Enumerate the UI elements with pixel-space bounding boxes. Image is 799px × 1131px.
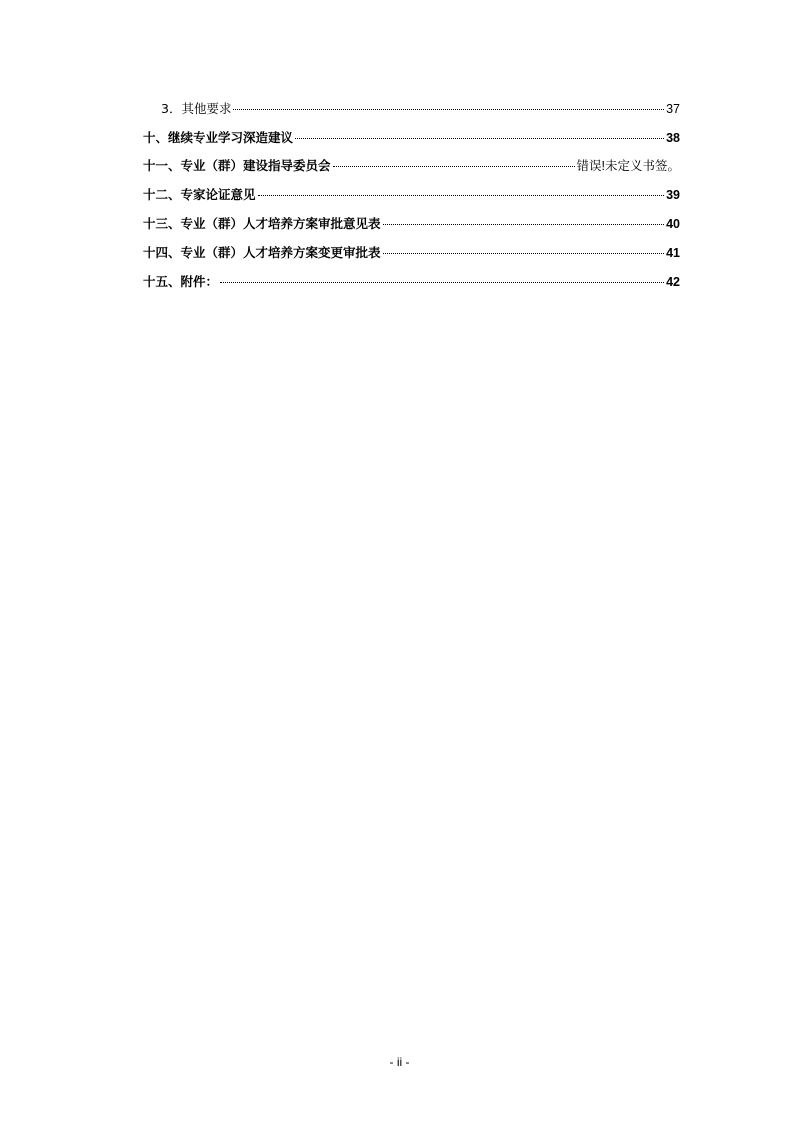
dot-leader <box>383 224 665 225</box>
toc-entry-title: 十、继续专业学习深造建议 <box>143 130 294 145</box>
toc-entry[interactable] <box>143 244 680 262</box>
toc-entry-page: 37 <box>666 102 680 116</box>
toc-entry-title: 3．其他要求 <box>161 101 232 116</box>
toc-entry-title: 十一、专业（群）建设指导委员会 <box>143 158 331 173</box>
toc-entry[interactable] <box>143 273 680 291</box>
toc-entry[interactable] <box>143 186 680 204</box>
dot-leader <box>220 282 664 283</box>
toc-entry-page: 42 <box>666 275 680 289</box>
toc-entry-page: 40 <box>666 217 680 231</box>
toc-entry-page: 39 <box>666 188 680 202</box>
page-number-footer: - ii - <box>389 1055 410 1069</box>
toc-entry-page: 38 <box>666 131 680 145</box>
dot-leader <box>233 109 664 110</box>
toc-entry-title: 十五、附件： <box>143 274 219 289</box>
toc-entry[interactable] <box>161 100 680 118</box>
toc-entry[interactable] <box>143 157 680 175</box>
dot-leader <box>383 253 665 254</box>
dot-leader <box>258 195 665 196</box>
toc-entry[interactable] <box>143 129 680 147</box>
toc-entry-title: 十四、专业（群）人才培养方案变更审批表 <box>143 245 381 260</box>
toc-entry-page: 41 <box>666 246 680 260</box>
toc-entry[interactable] <box>143 215 680 233</box>
toc-entry-title: 十二、专家论证意见 <box>143 187 256 202</box>
dot-leader <box>295 138 664 139</box>
toc-entry-page-error: 错误!未定义书签。 <box>576 159 680 173</box>
dot-leader <box>333 166 575 167</box>
toc-entry-title: 十三、专业（群）人才培养方案审批意见表 <box>143 216 381 231</box>
